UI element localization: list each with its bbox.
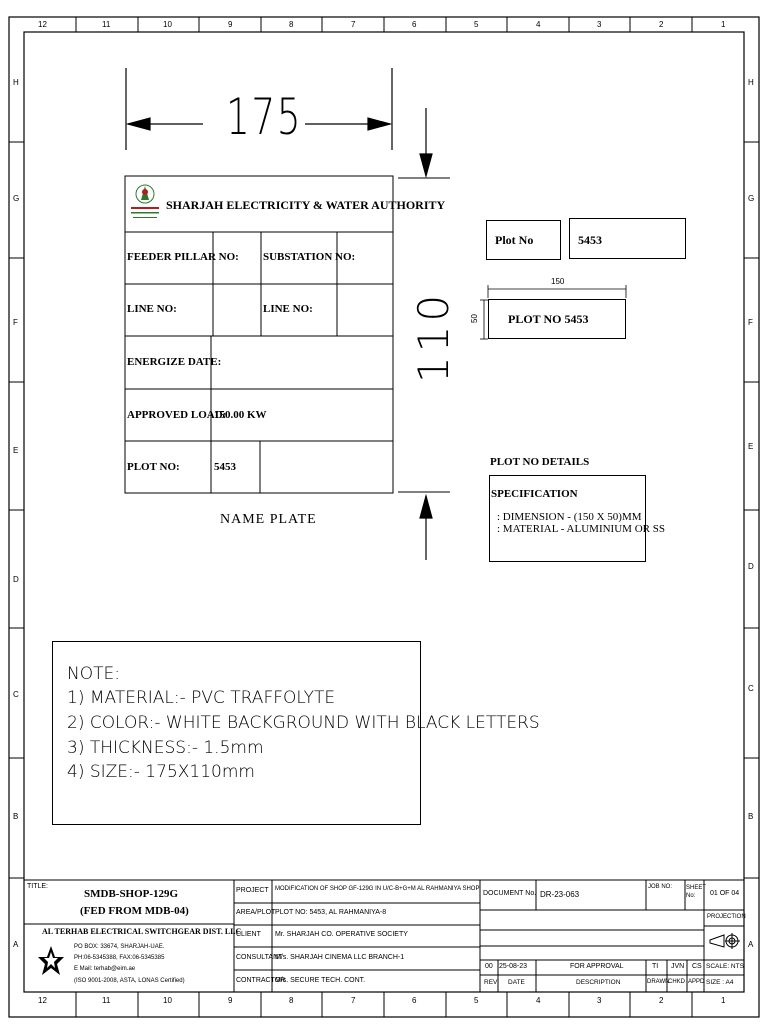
job-no-label: JOB NO: [648,884,673,890]
row-label: F [748,318,753,327]
row-label: C [13,690,19,699]
column-label: 5 [474,996,479,1005]
document-value: DR-23-063 [540,890,580,899]
column-label: 6 [412,20,417,29]
sheet-no-label: SHEET No: [686,885,706,899]
company-name: AL TERHAB ELECTRICAL SWITCHGEAR DIST. LLC [42,927,242,936]
column-label: 12 [38,20,47,29]
plot-no-label-text: Plot No [495,233,534,247]
company-logo-star [37,944,65,984]
line-no-label: LINE NO: [127,303,177,315]
projection-label: PROJECTION [707,914,746,920]
substation-label: SUBSTATION NO: [263,251,356,263]
feeder-pillar-label: FEEDER PILLAR NO: [127,251,239,263]
column-label: 7 [351,20,356,29]
plate-height-dimension: 110 [409,290,458,384]
checked-header: CHKD [668,979,686,985]
column-label: 11 [102,996,111,1005]
row-label: G [13,194,20,203]
company-phone: PH:06-5345388, FAX:06-5345385 [74,955,165,961]
document-label: DOCUMENT No. [483,890,537,897]
sheet-no-value: 01 OF 04 [710,890,740,897]
row-label: A [748,940,754,949]
column-label: 1 [721,996,726,1005]
plot-details-title: PLOT NO DETAILS [490,456,590,468]
column-label: 4 [536,20,541,29]
company-address: PO BOX: 33674, SHARJAH-UAE. [74,944,165,950]
drawn-value: TI [652,963,659,970]
title-label: TITLE: [27,883,49,890]
approved-load-label: APPROVED LOAD: [127,409,227,421]
approved-load-value: 150.00 KW [214,409,267,421]
company-iso: (ISO 9001-2008, ASTA, LONAS Certified) [74,978,185,984]
specification-title: SPECIFICATION [491,488,578,500]
drawing-subtitle: (FED FROM MDB-04) [80,905,189,917]
column-label: 9 [228,996,233,1005]
row-label: A [13,940,19,949]
description-header: DESCRIPTION [576,979,621,986]
note-line: 2) COLOR:- WHITE BACKGROUND WITH BLACK LETTERS [67,713,540,733]
drawing-title: SMDB-SHOP-129G [84,888,179,900]
checked-value: JVN [671,963,685,970]
row-label: D [748,562,754,571]
plate-width-dimension: 175 [226,88,303,146]
column-label: 8 [289,20,294,29]
plot-tag-height-dim: 50 [469,314,479,323]
project-value: MODIFICATION OF SHOP GF-129G IN U/C-B+G+M AL RAHMANIYA SHOP [275,886,480,892]
company-email: E Mail: terhab@eim.ae [74,966,136,972]
column-label: 4 [536,996,541,1005]
rev-header: REV [484,979,498,986]
note-title: NOTE: [67,664,120,684]
name-plate-caption: NAME PLATE [220,512,317,527]
row-label: H [13,78,19,87]
specification-line: : DIMENSION - (150 X 50)MM [497,511,642,523]
plot-no-value: 5453 [214,461,236,473]
consultant-label: CONSULTANT [236,954,283,961]
row-label: H [748,78,754,87]
row-label: C [748,684,754,693]
column-label: 3 [597,20,602,29]
column-label: 11 [102,20,111,29]
scale-value: SCALE: NTS [706,963,744,970]
plot-no-value-text: 5453 [578,233,602,247]
consultant-value: M/s. SHARJAH CINEMA LLC BRANCH-1 [275,954,405,961]
row-label: E [13,446,19,455]
area-label: AREA/PLOT [236,909,276,916]
revision-value: 00 [485,963,493,970]
column-label: 2 [659,996,664,1005]
plot-tag-sample-text: PLOT NO 5453 [508,312,589,326]
note-line: 3) THICKNESS:- 1.5mm [67,738,264,758]
approved-value: CS [692,963,702,970]
column-label: 12 [38,996,47,1005]
column-label: 5 [474,20,479,29]
client-value: Mr. SHARJAH CO. OPERATIVE SOCIETY [275,931,408,938]
row-label: B [748,812,754,821]
row-label: D [13,575,19,584]
size-value: SIZE : A4 [706,979,734,986]
approved-header: APPD [688,979,705,985]
contractor-label: CONTRACTOR [236,977,286,984]
row-label: G [748,194,755,203]
column-label: 8 [289,996,294,1005]
line-no-label: LINE NO: [263,303,313,315]
column-label: 6 [412,996,417,1005]
note-line: 4) SIZE:- 175X110mm [67,762,255,782]
area-value: PLOT NO: 5453, AL RAHMANIYA-8 [275,909,387,916]
column-label: 10 [163,20,172,29]
column-label: 2 [659,20,664,29]
column-label: 9 [228,20,233,29]
drawn-header: DRAWN [647,979,670,985]
row-label: F [13,318,18,327]
plot-no-label: PLOT NO: [127,461,180,473]
plot-tag-width-dim: 150 [551,277,565,286]
project-label: PROJECT [236,887,269,894]
specification-line: : MATERIAL - ALUMINIUM OR SS [497,523,665,535]
energize-date-label: ENERGIZE DATE: [127,356,222,368]
column-label: 7 [351,996,356,1005]
note-line: 1) MATERIAL:- PVC TRAFFOLYTE [67,688,336,708]
date-value: 25-08-23 [499,963,528,970]
row-label: E [748,442,754,451]
sewa-logo [129,180,161,226]
column-label: 1 [721,20,726,29]
authority-name: SHARJAH ELECTRICITY & WATER AUTHORITY [166,198,446,212]
row-label: B [13,812,19,821]
column-label: 3 [597,996,602,1005]
client-label: CLIENT [236,931,261,938]
contractor-value: M/s. SECURE TECH. CONT. [275,977,366,984]
description-value: FOR APPROVAL [570,963,624,970]
date-header: DATE [508,979,525,986]
column-label: 10 [163,996,172,1005]
